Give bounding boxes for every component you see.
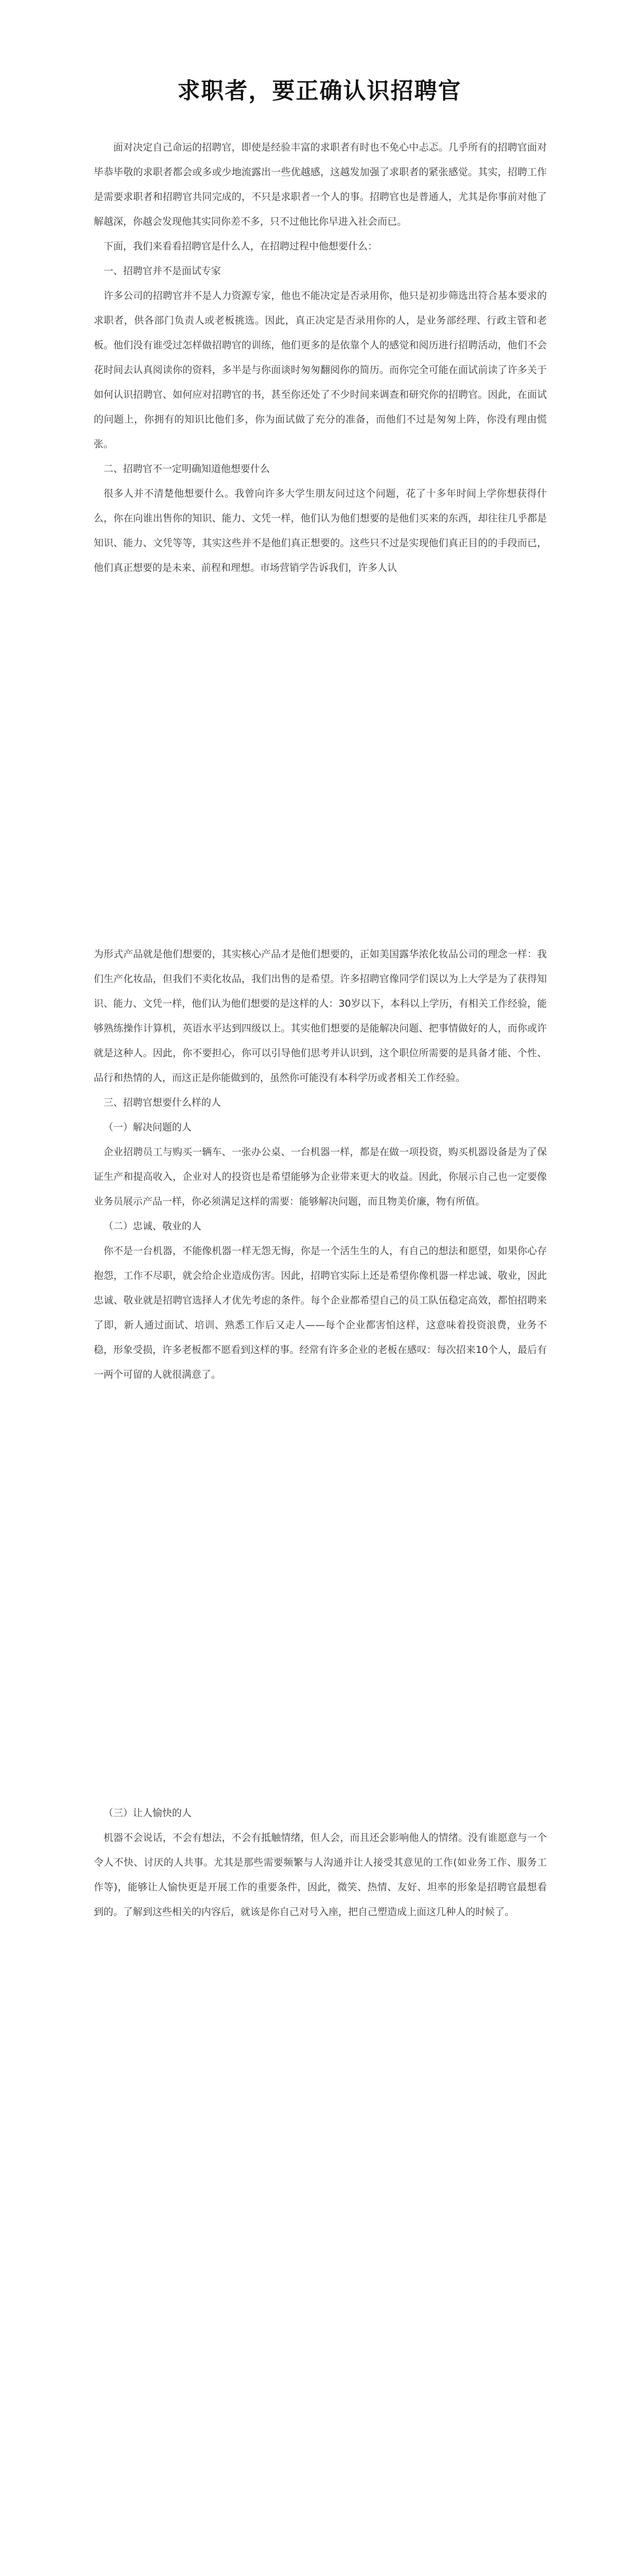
heading-section-2: 二、招聘官不一定明确知道他想要什么 <box>103 463 270 474</box>
intro-paragraph: 面对决定自己命运的招聘官，即使是经验丰富的求职者有时也不免心中忐忑。几乎所有的招聘官面对毕恭毕敬的求职者都会或多或少地流露出一些优越感，这越发加强了求职者的紧张感觉。其实，招聘工作是需要求职者和招聘官共同完成的，不只是求职者一个人的事。招聘官也是普通人，尤其是你事前对他了解越深，你越会发现他其实同你差不多，只不过他比你早进入社会而已。 <box>94 142 547 227</box>
paragraph-sub-2: 你不是一台机器，不能像机器一样无怨无悔，你是一个活生生的人，有自己的想法和愿望，如果你心存抱怨，工作不尽职，就会给企业造成伤害。因此，招聘官实际上还是希望你像机器一样忠诚、敬业，因此忠诚、敬业就是招聘官选择人才优先考虑的条件。每个企业都希望自己的员工队伍稳定高效，都怕招聘来了即，新人通过面试、培训、熟悉工作后又走人——每个企业都害怕这样，这意味着投资浪费，业务不稳，形象受损，许多老板都不愿看到这样的事。经常有许多企业的老板在感叹：每次招来10个人，最后有一两个可留的人就很满意了。 <box>94 1245 547 1380</box>
intro-lead: 下面，我们来看看招聘官是什么人，在招聘过程中他想要什么： <box>103 241 378 252</box>
page-title: 求职者，要正确认识招聘官 <box>177 78 462 104</box>
paragraph-section-2-cont: 为形式产品就是他们想要的，其实核心产品才是他们想要的，正如美国露华浓化妆品公司的理念一样：我们生产化妆品，但我们不卖化妆品，我们出售的是希望。许多招聘官像同学们误以为上大学是为了获得知识、能力、文凭一样，他们认为他们想要的是这样的人：30岁以下，本科以上学历，有相关工作经验，能够熟练操作计算机，英语水平达到四级以上。其实他们想要的是能解决问题、把事情做好的人，而你或许就是这种人。因此，你不要担心，你可以引导他们思考并认识到，这个职位所需要的是具备才能、个性、品行和热情的人，而这正是你能做到的，虽然你可能没有本科学历或者相关工作经验。 <box>94 948 547 1083</box>
paragraph-section-1: 许多公司的招聘官并不是人力资源专家，他也不能决定是否录用你，他只是初步筛选出符合基本要求的求职者，供各部门负责人或老板挑选。因此，真正决定是否录用你的人，是业务部经理、行政主管和老板。他们没有谁受过怎样做招聘官的训练，他们更多的是依靠个人的感觉和阅历进行招聘活动，他们不会花时间去认真阅读你的资料，多半是与你面谈时匆匆翻阅你的简历。而你完全可能在面试前读了许多关于如何认识招聘官、如何应对招聘官的书，甚至你还处了不少时间来调查和研究你的招聘官。因此，在面试的问题上，你拥有的知识比他们多，你为面试做了充分的准备，而他们不过是匆匆上阵，你没有理由慌张。 <box>94 290 547 450</box>
paragraph-section-2-start: 很多人并不清楚他想要什么。我曾向许多大学生朋友问过这个问题，花了十多年时间上学你想获得什么，你在向谁出售你的知识、能力、文凭一样，他们认为他们想要的是他们买来的东西，却往往几乎都是知识、能力、文凭等等，其实这些并不是他们真正想要的。这些只不过是实现他们真正目的的手段而已，他们真正想要的是未来、前程和理想。市场营销学告诉我们，许多人认 <box>94 488 547 573</box>
heading-section-3: 三、招聘官想要什么样的人 <box>103 1097 221 1108</box>
subheading-2: （二）忠诚、敬业的人 <box>103 1221 202 1232</box>
text-block-1 <box>94 135 547 580</box>
text-block-2 <box>94 942 547 1387</box>
paragraph-sub-3: 机器不会说话，不会有想法，不会有抵触情绪，但人会，而且还会影响他人的情绪。没有谁愿意与一个令人不快、讨厌的人共事。尤其是那些需要频繁与人沟通并让人接受其意见的工作(如业务工作、服务工作等)，能够让人愉快更是开展工作的重要条件，因此，微笑、热情、友好、坦率的形象是招聘官最想看到的。了解到这些相关的内容后，就该是你自己对号入座，把自己塑造成上面这几种人的时候了。 <box>94 1832 547 1918</box>
paragraph-sub-1: 企业招聘员工与购买一辆车、一张办公桌、一台机器一样，都是在做一项投资，购买机器设备是为了保证生产和提高收入，企业对人的投资也是希望能够为企业带来更大的收益。因此，你展示自己也一定要像业务员展示产品一样，你必须满足这样的需要：能够解决问题，而且物美价廉，物有所值。 <box>94 1146 547 1207</box>
subheading-3: （三）让人愉快的人 <box>103 1807 192 1819</box>
text-block-3 <box>94 1801 547 1924</box>
subheading-1: （一）解决问题的人 <box>103 1122 192 1133</box>
heading-section-1: 一、招聘官并不是面试专家 <box>103 265 221 277</box>
